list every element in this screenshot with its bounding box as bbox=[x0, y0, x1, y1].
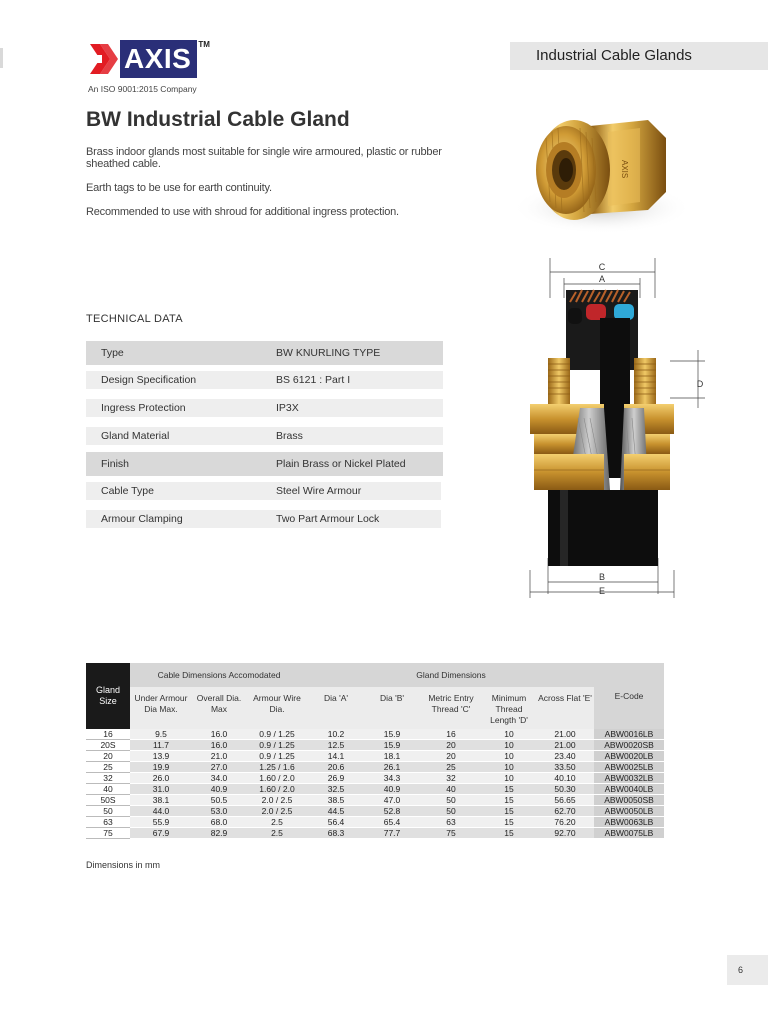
product-title: BW Industrial Cable Gland bbox=[86, 108, 350, 131]
tech-key: Finish bbox=[101, 458, 130, 470]
tech-value: Plain Brass or Nickel Plated bbox=[276, 458, 406, 470]
table-cell: 15.9 bbox=[364, 740, 420, 751]
dimensions-unit-note: Dimensions in mm bbox=[86, 860, 161, 870]
column-header: Dia 'B' bbox=[364, 687, 420, 729]
table-cell: 0.9 / 1.25 bbox=[246, 751, 308, 762]
table-cell: 34.0 bbox=[192, 773, 246, 784]
table-cell: 56.65 bbox=[536, 795, 594, 806]
table-cell: 2.5 bbox=[246, 828, 308, 839]
table-cell: 27.0 bbox=[192, 762, 246, 773]
tech-value: Steel Wire Armour bbox=[276, 485, 362, 497]
table-row bbox=[86, 729, 664, 740]
table-cell: 13.9 bbox=[130, 751, 192, 762]
table-cell: 26.9 bbox=[308, 773, 364, 784]
table-cell: 40 bbox=[420, 784, 482, 795]
e-code-cell: ABW0032LB bbox=[594, 773, 664, 784]
tech-value: Two Part Armour Lock bbox=[276, 513, 380, 525]
table-cell: 92.70 bbox=[536, 828, 594, 839]
table-row bbox=[86, 828, 664, 839]
table-cell: 20 bbox=[420, 740, 482, 751]
table-cell: 40.10 bbox=[536, 773, 594, 784]
gland-size-cell: 16 bbox=[86, 729, 130, 740]
table-cell: 62.70 bbox=[536, 806, 594, 817]
table-cell: 2.0 / 2.5 bbox=[246, 806, 308, 817]
table-cell: 20 bbox=[420, 751, 482, 762]
table-cell: 44.0 bbox=[130, 806, 192, 817]
table-cell: 19.9 bbox=[130, 762, 192, 773]
category-banner bbox=[510, 42, 768, 70]
table-cell: 26.0 bbox=[130, 773, 192, 784]
table-cell: 25 bbox=[420, 762, 482, 773]
tech-row-type bbox=[86, 341, 443, 365]
dim-label-a: A bbox=[598, 274, 606, 284]
table-cell: 12.5 bbox=[308, 740, 364, 751]
e-code-cell: ABW0075LB bbox=[594, 828, 664, 839]
table-cell: 65.4 bbox=[364, 817, 420, 828]
table-cell: 23.40 bbox=[536, 751, 594, 762]
table-cell: 63 bbox=[420, 817, 482, 828]
table-row bbox=[86, 784, 664, 795]
table-cell: 20.6 bbox=[308, 762, 364, 773]
gland-cross-section-diagram bbox=[520, 258, 712, 598]
table-cell: 0.9 / 1.25 bbox=[246, 740, 308, 751]
column-header: Armour Wire Dia. bbox=[246, 687, 308, 729]
e-code-cell: ABW0020LB bbox=[594, 751, 664, 762]
table-cell: 40.9 bbox=[192, 784, 246, 795]
table-cell: 56.4 bbox=[308, 817, 364, 828]
dim-label-b: B bbox=[598, 572, 606, 582]
logo-arrow-icon bbox=[88, 40, 118, 78]
table-cell: 47.0 bbox=[364, 795, 420, 806]
cable-gland-photo bbox=[490, 90, 700, 240]
tech-row-ingress bbox=[86, 399, 443, 417]
tech-key: Type bbox=[101, 347, 124, 359]
table-cell: 14.1 bbox=[308, 751, 364, 762]
tech-value: IP3X bbox=[276, 402, 299, 414]
tech-value: BS 6121 : Part I bbox=[276, 374, 351, 386]
table-cell: 31.0 bbox=[130, 784, 192, 795]
table-cell: 50 bbox=[420, 795, 482, 806]
table-cell: 32 bbox=[420, 773, 482, 784]
gland-size-cell: 75 bbox=[86, 828, 130, 839]
table-cell: 55.9 bbox=[130, 817, 192, 828]
table-cell: 50 bbox=[420, 806, 482, 817]
dim-label-d: D bbox=[696, 379, 704, 389]
tech-row-finish bbox=[86, 452, 443, 476]
e-code-cell: ABW0050LB bbox=[594, 806, 664, 817]
table-row bbox=[86, 806, 664, 817]
table-cell: 15 bbox=[482, 784, 536, 795]
table-row bbox=[86, 751, 664, 762]
table-cell: 10 bbox=[482, 751, 536, 762]
axis-logo bbox=[88, 40, 210, 78]
table-cell: 82.9 bbox=[192, 828, 246, 839]
table-cell: 44.5 bbox=[308, 806, 364, 817]
table-cell: 16 bbox=[420, 729, 482, 740]
product-description: Brass indoor glands most suitable for single wire armoured, plastic or rubber sheathed cable. bbox=[86, 146, 442, 170]
table-cell: 10 bbox=[482, 740, 536, 751]
gland-size-header: Gland Size bbox=[86, 663, 130, 729]
table-cell: 15.9 bbox=[364, 729, 420, 740]
table-cell: 77.7 bbox=[364, 828, 420, 839]
table-cell: 10.2 bbox=[308, 729, 364, 740]
logo-wordmark: AXIS bbox=[118, 40, 197, 78]
table-cell: 50.30 bbox=[536, 784, 594, 795]
table-cell: 16.0 bbox=[192, 729, 246, 740]
tech-key: Cable Type bbox=[101, 485, 154, 497]
e-code-cell: ABW0025LB bbox=[594, 762, 664, 773]
shroud-note: Recommended to use with shroud for additional ingress protection. bbox=[86, 206, 399, 218]
tech-key: Armour Clamping bbox=[101, 513, 183, 525]
table-cell: 9.5 bbox=[130, 729, 192, 740]
table-cell: 68.0 bbox=[192, 817, 246, 828]
table-cell: 1.25 / 1.6 bbox=[246, 762, 308, 773]
e-code-header: E-Code bbox=[594, 663, 664, 729]
table-cell: 75 bbox=[420, 828, 482, 839]
tech-key: Gland Material bbox=[101, 430, 170, 442]
dimensions-table bbox=[86, 663, 664, 839]
table-cell: 21.0 bbox=[192, 751, 246, 762]
table-cell: 10 bbox=[482, 729, 536, 740]
tech-value: Brass bbox=[276, 430, 303, 442]
table-cell: 53.0 bbox=[192, 806, 246, 817]
tech-row-material bbox=[86, 427, 443, 445]
cable-dimensions-group-header: Cable Dimensions Accomodated bbox=[130, 663, 308, 687]
table-cell: 1.60 / 2.0 bbox=[246, 773, 308, 784]
dim-label-c: C bbox=[598, 262, 606, 272]
trademark-mark: TM bbox=[198, 40, 210, 49]
table-cell: 15 bbox=[482, 828, 536, 839]
gland-size-cell: 63 bbox=[86, 817, 130, 828]
table-cell: 15 bbox=[482, 806, 536, 817]
gland-dimensions-group-header: Gland Dimensions bbox=[308, 663, 594, 687]
table-cell: 2.0 / 2.5 bbox=[246, 795, 308, 806]
table-cell: 67.9 bbox=[130, 828, 192, 839]
gland-size-cell: 20 bbox=[86, 751, 130, 762]
page-number-box bbox=[727, 955, 768, 985]
table-cell: 38.1 bbox=[130, 795, 192, 806]
earth-tag-note: Earth tags to be use for earth continuity. bbox=[86, 182, 272, 194]
column-header: Minimum Thread Length 'D' bbox=[482, 687, 536, 729]
table-cell: 52.8 bbox=[364, 806, 420, 817]
table-cell: 32.5 bbox=[308, 784, 364, 795]
table-cell: 76.20 bbox=[536, 817, 594, 828]
column-header: Under Armour Dia Max. bbox=[130, 687, 192, 729]
e-code-cell: ABW0050SB bbox=[594, 795, 664, 806]
table-row bbox=[86, 795, 664, 806]
table-cell: 0.9 / 1.25 bbox=[246, 729, 308, 740]
table-row bbox=[86, 762, 664, 773]
table-row bbox=[86, 773, 664, 784]
table-cell: 38.5 bbox=[308, 795, 364, 806]
table-cell: 50.5 bbox=[192, 795, 246, 806]
column-header: Across Flat 'E' bbox=[536, 687, 594, 729]
gland-size-cell: 40 bbox=[86, 784, 130, 795]
gland-size-cell: 25 bbox=[86, 762, 130, 773]
table-cell: 40.9 bbox=[364, 784, 420, 795]
tech-row-design-spec bbox=[86, 371, 443, 389]
table-cell: 68.3 bbox=[308, 828, 364, 839]
table-cell: 18.1 bbox=[364, 751, 420, 762]
column-header: Metric Entry Thread 'C' bbox=[420, 687, 482, 729]
table-cell: 33.50 bbox=[536, 762, 594, 773]
table-cell: 21.00 bbox=[536, 740, 594, 751]
category-title: Industrial Cable Glands bbox=[536, 47, 692, 64]
page-number: 6 bbox=[738, 965, 744, 975]
table-cell: 34.3 bbox=[364, 773, 420, 784]
column-header: Dia 'A' bbox=[308, 687, 364, 729]
svg-text:AXIS: AXIS bbox=[620, 160, 629, 179]
tech-row-cable-type bbox=[86, 482, 441, 500]
dim-label-e: E bbox=[598, 586, 606, 596]
table-row bbox=[86, 740, 664, 751]
tech-key: Design Specification bbox=[101, 374, 197, 386]
table-cell: 21.00 bbox=[536, 729, 594, 740]
tech-value: BW KNURLING TYPE bbox=[276, 347, 381, 359]
iso-tagline: An ISO 9001:2015 Company bbox=[88, 84, 197, 94]
gland-size-cell: 20S bbox=[86, 740, 130, 751]
e-code-cell: ABW0040LB bbox=[594, 784, 664, 795]
table-cell: 15 bbox=[482, 795, 536, 806]
table-cell: 15 bbox=[482, 817, 536, 828]
table-cell: 2.5 bbox=[246, 817, 308, 828]
table-cell: 16.0 bbox=[192, 740, 246, 751]
technical-data-heading: TECHNICAL DATA bbox=[86, 313, 183, 325]
page-edge-mark bbox=[0, 48, 3, 68]
gland-size-cell: 50 bbox=[86, 806, 130, 817]
table-row bbox=[86, 817, 664, 828]
gland-size-cell: 50S bbox=[86, 795, 130, 806]
column-header: Overall Dia. Max bbox=[192, 687, 246, 729]
table-cell: 11.7 bbox=[130, 740, 192, 751]
gland-size-cell: 32 bbox=[86, 773, 130, 784]
e-code-cell: ABW0063LB bbox=[594, 817, 664, 828]
tech-row-armour-clamping bbox=[86, 510, 441, 528]
table-cell: 10 bbox=[482, 762, 536, 773]
table-cell: 10 bbox=[482, 773, 536, 784]
table-cell: 26.1 bbox=[364, 762, 420, 773]
e-code-cell: ABW0020SB bbox=[594, 740, 664, 751]
e-code-cell: ABW0016LB bbox=[594, 729, 664, 740]
table-cell: 1.60 / 2.0 bbox=[246, 784, 308, 795]
tech-key: Ingress Protection bbox=[101, 402, 186, 414]
